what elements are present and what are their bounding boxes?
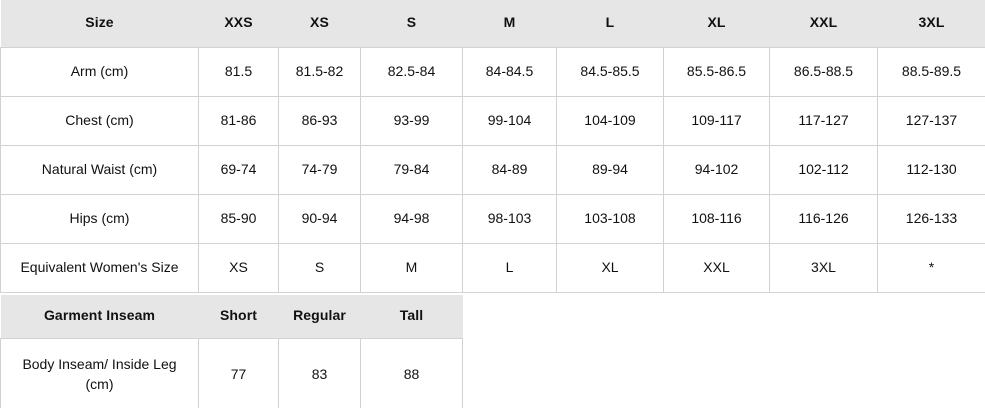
cell-equiv-xs: S bbox=[279, 243, 361, 292]
cell-waist-xs: 74-79 bbox=[279, 145, 361, 194]
row-label-hips: Hips (cm) bbox=[1, 194, 199, 243]
cell-equiv-m: L bbox=[463, 243, 557, 292]
header-cell-regular: Regular bbox=[279, 295, 361, 339]
cell-chest-3xl: 127-137 bbox=[878, 96, 985, 145]
cell-inseam-short: 77 bbox=[199, 339, 279, 408]
header-cell-xl: XL bbox=[664, 0, 770, 47]
table-row-hips bbox=[1, 194, 985, 243]
cell-waist-s: 79-84 bbox=[361, 145, 463, 194]
cell-equiv-l: XL bbox=[557, 243, 664, 292]
cell-arm-xl: 85.5-86.5 bbox=[664, 47, 770, 96]
cell-chest-xxs: 81-86 bbox=[199, 96, 279, 145]
header-cell-short: Short bbox=[199, 295, 279, 339]
cell-arm-l: 84.5-85.5 bbox=[557, 47, 664, 96]
cell-waist-xxl: 102-112 bbox=[770, 145, 878, 194]
cell-hips-3xl: 126-133 bbox=[878, 194, 985, 243]
cell-waist-xl: 94-102 bbox=[664, 145, 770, 194]
header-cell-m: M bbox=[463, 0, 557, 47]
cell-chest-xs: 86-93 bbox=[279, 96, 361, 145]
row-label-arm: Arm (cm) bbox=[1, 47, 199, 96]
header-cell-tall: Tall bbox=[361, 295, 463, 339]
row-label-natural-waist: Natural Waist (cm) bbox=[1, 145, 199, 194]
header-cell-l: L bbox=[557, 0, 664, 47]
cell-hips-m: 98-103 bbox=[463, 194, 557, 243]
table-row-body-inseam bbox=[1, 339, 463, 408]
cell-arm-m: 84-84.5 bbox=[463, 47, 557, 96]
cell-equiv-xxs: XS bbox=[199, 243, 279, 292]
cell-arm-3xl: 88.5-89.5 bbox=[878, 47, 985, 96]
cell-inseam-tall: 88 bbox=[361, 339, 463, 408]
cell-hips-xl: 108-116 bbox=[664, 194, 770, 243]
cell-inseam-regular: 83 bbox=[279, 339, 361, 408]
cell-arm-xxs: 81.5 bbox=[199, 47, 279, 96]
cell-arm-s: 82.5-84 bbox=[361, 47, 463, 96]
cell-chest-s: 93-99 bbox=[361, 96, 463, 145]
cell-chest-xl: 109-117 bbox=[664, 96, 770, 145]
header-cell-size: Size bbox=[1, 0, 199, 47]
header-cell-garment-inseam: Garment Inseam bbox=[1, 295, 199, 339]
garment-inseam-table bbox=[0, 295, 463, 408]
row-label-chest: Chest (cm) bbox=[1, 96, 199, 145]
row-label-equivalent-womens-size: Equivalent Women's Size bbox=[1, 243, 199, 292]
header-cell-xxl: XXL bbox=[770, 0, 878, 47]
table-row-chest bbox=[1, 96, 985, 145]
table-row-equivalent-womens-size bbox=[1, 243, 985, 292]
cell-equiv-s: M bbox=[361, 243, 463, 292]
header-cell-xxs: XXS bbox=[199, 0, 279, 47]
cell-hips-xs: 90-94 bbox=[279, 194, 361, 243]
cell-chest-xxl: 117-127 bbox=[770, 96, 878, 145]
cell-chest-l: 104-109 bbox=[557, 96, 664, 145]
cell-equiv-xl: XXL bbox=[664, 243, 770, 292]
cell-waist-m: 84-89 bbox=[463, 145, 557, 194]
cell-chest-m: 99-104 bbox=[463, 96, 557, 145]
size-header-row bbox=[1, 0, 985, 47]
cell-hips-xxl: 116-126 bbox=[770, 194, 878, 243]
cell-arm-xs: 81.5-82 bbox=[279, 47, 361, 96]
table-row-natural-waist bbox=[1, 145, 985, 194]
cell-arm-xxl: 86.5-88.5 bbox=[770, 47, 878, 96]
cell-waist-xxs: 69-74 bbox=[199, 145, 279, 194]
row-label-body-inseam: Body Inseam/ Inside Leg (cm) bbox=[1, 339, 199, 408]
header-cell-s: S bbox=[361, 0, 463, 47]
cell-equiv-3xl: * bbox=[878, 243, 985, 292]
cell-hips-xxs: 85-90 bbox=[199, 194, 279, 243]
cell-hips-s: 94-98 bbox=[361, 194, 463, 243]
header-cell-3xl: 3XL bbox=[878, 0, 985, 47]
cell-equiv-xxl: 3XL bbox=[770, 243, 878, 292]
header-cell-xs: XS bbox=[279, 0, 361, 47]
cell-waist-3xl: 112-130 bbox=[878, 145, 985, 194]
cell-waist-l: 89-94 bbox=[557, 145, 664, 194]
garment-inseam-header-row bbox=[1, 295, 463, 339]
table-row-arm bbox=[1, 47, 985, 96]
cell-hips-l: 103-108 bbox=[557, 194, 664, 243]
